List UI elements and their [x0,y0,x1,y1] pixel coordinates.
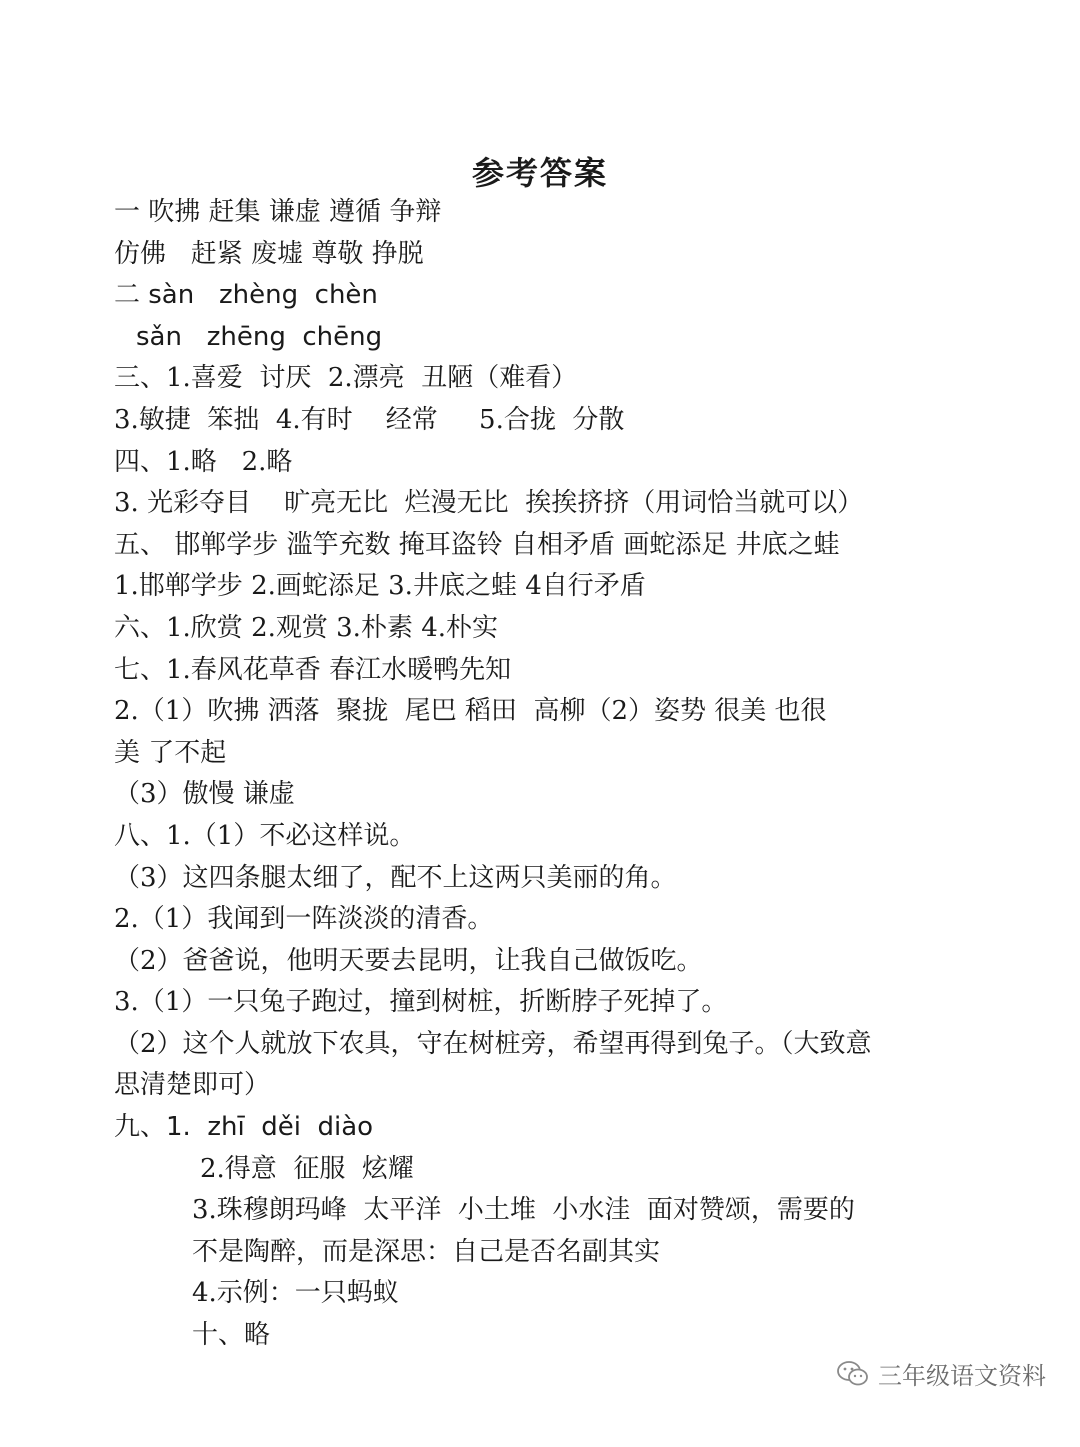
answer-line-27: 4.示例：一只蚂蚁 [192,1278,399,1309]
answer-line-28: 十、略 [192,1320,271,1351]
answer-line-2: 仿佛 赶紧 废墟 尊敬 挣脱 [114,238,424,269]
answer-line-15: （3）傲慢 谦虚 [114,779,295,810]
answer-line-14: 美 了不起 [114,737,227,768]
answer-line-19: （2）爸爸说，他明天要去昆明，让我自己做饭吃。 [114,945,703,976]
answer-line-10: 1.邯郸学步 2.画蛇添足 3.井底之蛙 4自行矛盾 [114,571,646,602]
answer-line-6: 3.敏捷 笨拙 4.有时 经常 5.合拢 分散 [114,404,625,435]
answer-line-12: 七、1.春风花草香 春江水暖鸭先知 [114,654,512,685]
answer-line-21: （2）这个人就放下农具，守在树桩旁，希望再得到兔子。（大致意 [114,1028,872,1059]
answer-line-17: （3）这四条腿太细了，配不上这两只美丽的角。 [114,862,677,893]
answer-line-18: 2.（1）我闻到一阵淡淡的清香。 [114,904,494,935]
wechat-icon [836,1360,870,1388]
answer-line-4-pinyin: sǎn zhēng chēng [136,321,383,352]
answer-line-13: 2.（1）吹拂 洒落 聚拢 尾巴 稻田 高柳（2）姿势 很美 也很 [114,696,827,727]
answer-line-3-pinyin: 二 sàn zhèng chèn [114,280,378,311]
answer-line-7: 四、1.略 2.略 [114,446,293,477]
answer-line-11: 六、1.欣赏 2.观赏 3.朴素 4.朴实 [114,612,499,643]
answer-line-24: 2.得意 征服 炫耀 [200,1153,414,1184]
answer-line-16: 八、1.（1）不必这样说。 [114,820,416,851]
watermark [836,1356,1046,1391]
answer-line-26: 不是陶醉，而是深思：自己是否名副其实 [192,1236,661,1267]
answer-line-5: 三、1.喜爱 讨厌 2.漂亮 丑陋（难看） [114,363,578,394]
answer-line-8: 3. 光彩夺目 旷亮无比 烂漫无比 挨挨挤挤（用词恰当就可以） [114,488,864,519]
page-title: 参考答案 [471,154,608,192]
answer-line-25: 3.珠穆朗玛峰 太平洋 小土堆 小水洼 面对赞颂，需要的 [192,1195,855,1226]
watermark-text: 三年级语文资料 [878,1362,1046,1390]
answer-lines [114,192,984,1357]
answer-line-9: 五、 邯郸学步 滥竽充数 掩耳盗铃 自相矛盾 画蛇添足 井底之蛙 [114,529,840,560]
answer-line-20: 3.（1）一只兔子跑过，撞到树桩，折断脖子死掉了。 [114,987,728,1018]
answer-line-1: 一 吹拂 赶集 谦虚 遵循 争辩 [114,197,442,227]
answer-line-23-pinyin: 九、1. zhī děi diào [114,1112,374,1143]
answer-line-22: 思清楚即可） [114,1070,271,1101]
